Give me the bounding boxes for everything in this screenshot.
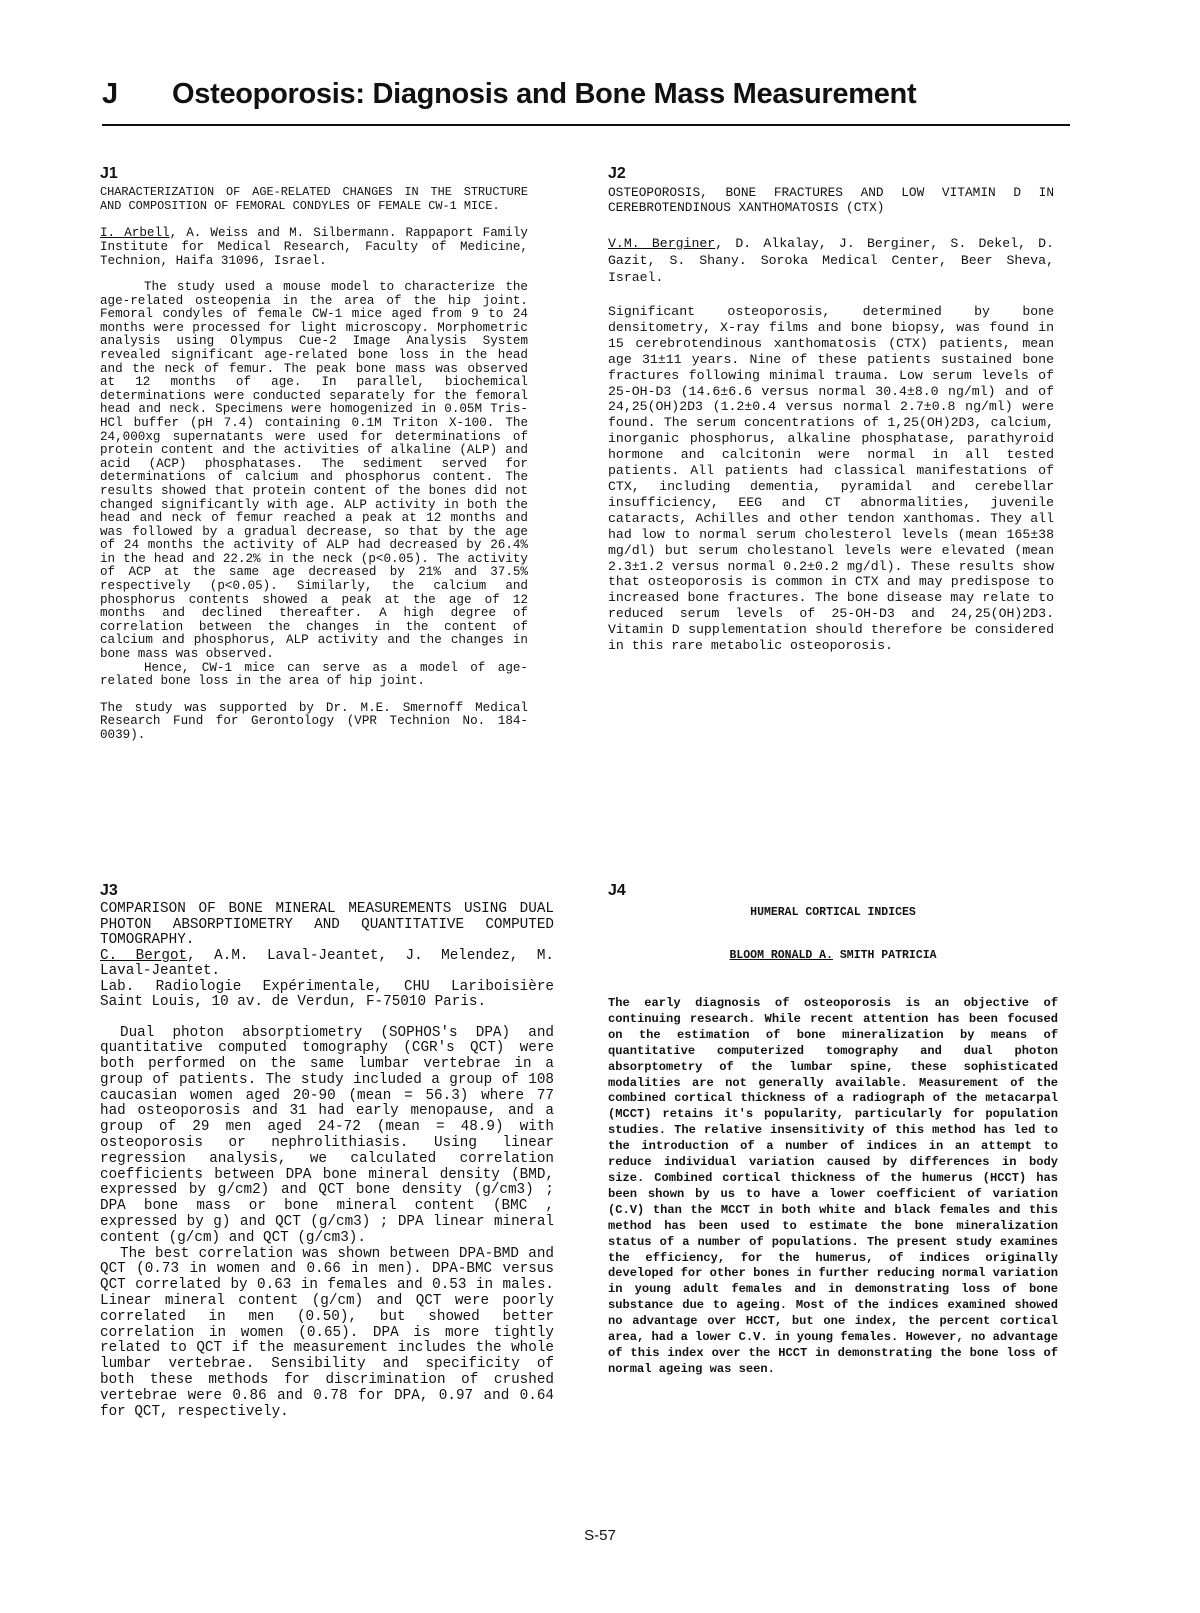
abstract-affiliation: Lab. Radiologie Expérimentale, CHU Lariboisière Saint Louis, 10 av. de Verdun, F-75010 Paris. [100,978,554,1010]
abstract-funding: The study was supported by Dr. M.E. Smernoff Medical Research Fund for Gerontology (VPR Technion No. 184-0039). [100,700,528,742]
page-number: S-57 [584,1527,616,1544]
abstract-results: The best correlation was shown between DPA-BMD and QCT (0.73 in women and 0.66 in men). DPA-BMC versus QCT correlated by 0.63 in females and 0.53 in males. Linear mineral content (g/cm) and QCT were poorly correlated in men (0.50), but showed better correlation in women (0.65). DPA is more tightly related to QCT if the measurement includes the whole lumbar vertebrae. Sensibility and specificity of both these methods for discrimination of crushed vertebrae were 0.86 and 0.78 for DPA, 0.97 and 0.64 for QCT, respectively. [100,1245,554,1420]
abstract-id: J3 [100,882,118,899]
abstract-id: J2 [608,165,626,182]
abstract-title: CHARACTERIZATION OF AGE-RELATED CHANGES IN THE STRUCTURE AND COMPOSITION OF FEMORAL CONDYLES OF FEMALE CW-1 MICE. [100,185,528,213]
section-title: Osteoporosis: Diagnosis and Bone Mass Measurement [172,78,917,110]
abstract-authors [100,949,554,980]
co-authors: SMITH PATRICIA [833,949,937,962]
co-authors-affiliation: , A. Weiss and M. Silbermann. Rappaport Family Institute for Medical Research, Faculty of Medicine, Technion, Haifa 31096, Israel. [100,226,528,268]
presenting-author: I. Arbell [100,226,170,240]
abstract-body: The early diagnosis of osteoporosis is an objective of continuing research. While recent attention has been focused on the estimation of bone mineralization by means of quantitative computerized tomography and dual photon absorptometry of the lumbar spine, these sophisticated modalities are not generally available. Measurement of the combined cortical thickness of a radiograph of the metacarpal (MCCT) retains it's popularity, particularly for population studies. The relative insensitivity of this method has led to the introduction of a number of indices in an attempt to reduce individual variation caused by differences in body size. Combined cortical thickness of the humerus (HCCT) has been shown by us to have a lower coefficient of variation (C.V) than the MCCT in both white and black females and this method has been used to estimate the bone mineralization status of a number of populations. The present study examines the efficiency, for the humerus, of indices originally developed for other bones in further reducing normal variation in young adult females and in demonstrating loss of bone substance due to ageing. Most of the indices examined showed no advantage over HCCT, but one index, the percent cortical area, had a lower C.V. in young females. However, no advantage of this index over the HCCT in demonstrating the bone loss of normal ageing was seen. [608,996,1058,1376]
abstract-authors [608,949,1058,963]
abstract-id: J1 [100,165,118,182]
abstract-j3 [100,882,554,1420]
co-authors-affiliation: , D. Alkalay, J. Berginer, S. Dekel, D. Gazit, S. Shany. Soroka Medical Center, Beer Sheva, Israel. [608,236,1055,285]
abstract-title: OSTEOPOROSIS, BONE FRACTURES AND LOW VITAMIN D IN CEREBROTENDINOUS XANTHOMATOSIS (CTX) [608,185,1054,215]
abstract-body: The study used a mouse model to characterize the age-related osteopenia in the area of the hip joint. Femoral condyles of female CW-1 mice aged from 9 to 24 months were processed for light microscopy. Morphometric analysis using Olympus Cue-2 Image Analysis System revealed significant age-related bone loss in the head and the neck of femur. The peak bone mass was observed at 12 months of age. In parallel, biochemical determinations were conducted separately for the femoral head and neck. Specimens were homogenized in 0.05M Tris-HCl buffer (pH 7.4) containing 0.1M Triton X-100. The 24,000xg supernatants were used for determinations of protein content and the activities of alkaline (ALP) and acid (ACP) phosphatases. The sediment served for determinations of calcium and phosphorus content. The results showed that protein content of the bones did not changed significantly with age. ALP activity in both the head and neck of femur reached a peak at 12 months and was followed by a gradual decrease, so that by the age of 24 months the activity of ALP had decreased by 26.4% in the head and 22.2% in the neck (p<0.05). The activity of ACP at the same age decreased by 21% and 37.5% respectively (p<0.05). Similarly, the calcium and phosphorus contents showed a peak at the age of 12 months and declined thereafter. A high degree of correlation between the changes in the content of calcium and phosphorus, ALP activity and the changes in bone mass was observed. [100,280,528,662]
abstract-j2 [608,165,1054,654]
abstract-authors [608,235,1054,286]
section-letter: J [102,78,119,110]
abstract-authors [100,226,528,268]
abstract-title: COMPARISON OF BONE MINERAL MEASUREMENTS USING DUAL PHOTON ABSORPTIOMETRY AND QUANTITATIVE COMPUTED TOMOGRAPHY. [100,901,554,948]
abstract-title: HUMERAL CORTICAL INDICES [750,906,916,919]
abstract-id: J4 [608,882,626,899]
abstract-j1 [100,165,528,743]
abstract-j4 [608,882,1058,1378]
presenting-author: V.M. Berginer [608,236,716,251]
presenting-author: C. Bergot [100,947,188,964]
co-authors: , A.M. Laval-Jeantet, J. Melendez, M. Laval-Jeantet. [100,947,554,979]
abstract-body: Dual photon absorptiometry (SOPHOS's DPA) and quantitative computed tomography (CGR's QCT) were both performed on the same lumbar vertebrae in a group of patients. The study included a group of 108 caucasian women aged 20-90 (mean = 56.3) where 77 had osteoporosis and 31 had early menopause, and a group of 29 men aged 24-72 (mean = 48.9) with osteoporosis or nephrolithiasis. Using linear regression analysis, we calculated correlation coefficients between DPA bone mineral density (BMD, expressed by g/cm2) and QCT bone density (g/cm3) ; DPA bone mass or bone mineral content (BMC , expressed by g) and QCT (g/cm3) ; DPA linear mineral content (g/cm) and QCT (g/cm3). [100,1024,554,1246]
presenting-author: BLOOM RONALD A. [729,949,833,962]
abstract-body: Significant osteoporosis, determined by bone densitometry, X-ray films and bone biopsy, was found in 15 cerebrotendinous xanthomatosis (CTX) patients, mean age 31±11 years. Nine of these patients sustained bone fractures following minimal trauma. Low serum levels of 25-OH-D3 (14.6±6.6 versus normal 30.4±8.0 ng/ml) and of 24,25(OH)2D3 (1.2±0.4 versus normal 2.7±0.8 ng/ml) were found. The serum concentrations of 1,25(OH)2D3, calcium, inorganic phosphorus, alkaline phosphatase, parathyroid hormone and calcitonin were normal in all tested patients. All patients had classical manifestations of CTX, including dementia, pyramidal and cerebellar insufficiency, EEG and CT abnormalities, juvenile cataracts, Achilles and other tendon xanthomas. They all had low to normal serum cholesterol levels (mean 165±38 mg/dl) but serum cholestanol levels were elevated (mean 2.3±1.2 versus normal 0.2±0.2 mg/dl). These results show that osteoporosis is common in CTX and may predispose to increased bone fractures. The bone disease may relate to reduced serum levels of 25-OH-D3 and 24,25(OH)2D3. Vitamin D supplementation should therefore be considered in this rare metabolic osteoporosis. [608,304,1054,654]
section-header [102,78,1070,126]
abstract-conclusion: Hence, CW-1 mice can serve as a model of age-related bone loss in the area of hip joint. [100,660,528,689]
